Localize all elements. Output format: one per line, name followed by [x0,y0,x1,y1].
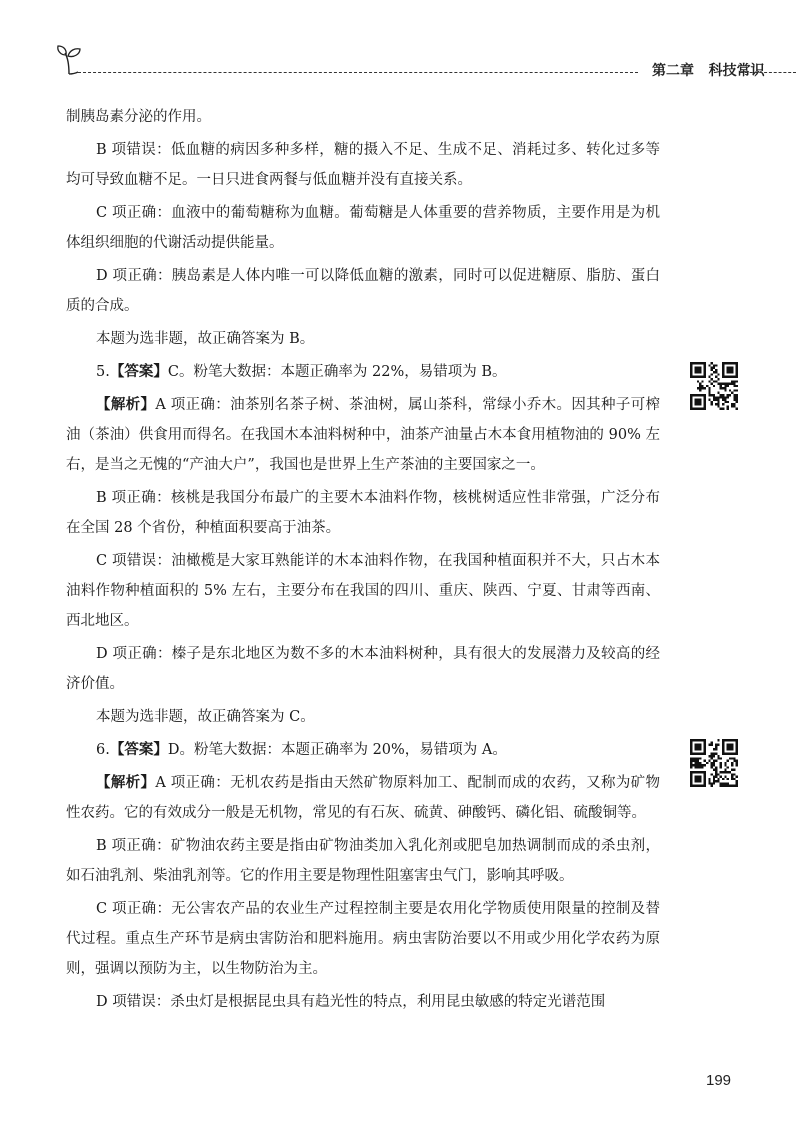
answer-text: D。粉笔大数据：本题正确率为 20%，易错项为 A。 [167,742,507,758]
qr-code-icon[interactable] [690,362,738,410]
qr-code-icon[interactable] [690,739,738,787]
question-number: 5. [96,364,110,380]
analysis-text: A 项正确：油茶别名茶子树、茶油树，属山茶科，常绿小乔木。因其种子可榨油（茶油）供食用而得名。在我国木本油料树种中，油茶产油量占木本食用植物油的 90% 左右，是当之无愧的“产油大户”，我国也是世界上生产茶油的主要国家之一。 [66,397,661,473]
header-rule-left [78,72,638,73]
answer-tag: 【答案】 [109,741,168,758]
analysis-tag: 【解析】 [96,396,156,413]
page-number: 199 [706,1072,732,1089]
paragraph: 本题为选非题，故正确答案为 B。 [96,331,315,347]
answer-tag: 【答案】 [109,363,168,380]
section-title: 科技常识 [708,63,765,79]
analysis-tag: 【解析】 [96,774,156,791]
chapter-number: 第二章 [652,63,694,79]
question-number: 6. [96,742,110,758]
paragraph: C 项正确：血液中的葡萄糖称为血糖。葡萄糖是人体重要的营养物质，主要作用是为机体组织细胞的代谢活动提供能量。 [66,205,660,251]
answer-line-q6 [66,735,660,765]
paragraph: 本题为选非题，故正确答案为 C。 [96,709,315,725]
paragraph: D 项正确：胰岛素是人体内唯一可以降低血糖的激素，同时可以促进糖原、脂肪、蛋白质的合成。 [66,268,660,314]
analysis-paragraph [66,768,660,828]
paragraph: D 项错误：杀虫灯是根据昆虫具有趋光性的特点，利用昆虫敏感的特定光谱范围 [96,994,606,1010]
paragraph: C 项正确：无公害农产品的农业生产过程控制主要是农用化学物质使用限量的控制及替代过程。重点生产环节是病虫害防治和肥料施用。病虫害防治要以不用或少用化学农药为原则，强调以预防为主，以生物防治为主。 [66,901,660,977]
running-header [56,44,796,84]
chapter-title [652,60,765,80]
paragraph: B 项正确：矿物油农药主要是指由矿物油类加入乳化剂或肥皂加热调制而成的杀虫剂，如石油乳剂、柴油乳剂等。它的作用主要是物理性阻塞害虫气门，影响其呼吸。 [66,838,660,884]
paragraph: B 项正确：核桃是我国分布最广的主要木本油料作物，核桃树适应性非常强，广泛分布在全国 28 个省份，种植面积要高于油茶。 [66,490,660,536]
analysis-text: A 项正确：无机农药是指由天然矿物原料加工、配制而成的农药，又称为矿物性农药。它的有效成分一般是无机物，常见的有石灰、硫黄、砷酸钙、磷化铝、硫酸铜等。 [66,775,661,821]
answer-text: C。粉笔大数据：本题正确率为 22%，易错项为 B。 [167,364,507,380]
paragraph: C 项错误：油橄榄是大家耳熟能详的木本油料作物，在我国种植面积并不大，只占木本油料作物种植面积的 5% 左右，主要分布在我国的四川、重庆、陕西、宁夏、甘肃等西南、西北地区。 [66,553,660,629]
paragraph: D 项正确：榛子是东北地区为数不多的木本油料树种，具有很大的发展潜力及较高的经济价值。 [66,646,660,692]
analysis-paragraph [66,390,660,480]
page-body [66,102,660,1020]
paragraph: 制胰岛素分泌的作用。 [66,109,211,125]
answer-line-q5 [66,357,660,387]
header-rule-right [740,72,796,73]
paragraph: B 项错误：低血糖的病因多种多样，糖的摄入不足、生成不足、消耗过多、转化过多等均可导致血糖不足。一日只进食两餐与低血糖并没有直接关系。 [66,142,660,188]
